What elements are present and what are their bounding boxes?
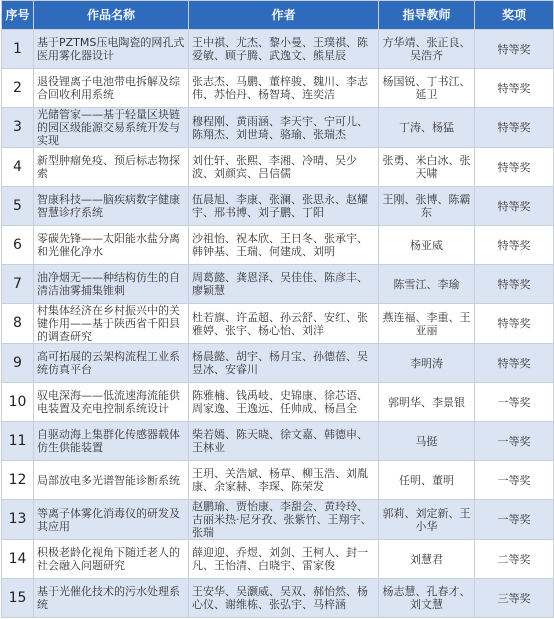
advisors-cell: 张勇、米白冰、张天啸: [379, 148, 475, 187]
row-index: 14: [2, 540, 34, 579]
table-row: [2, 422, 554, 461]
advisors-cell: 杨志慧、孔春才、刘文慧: [379, 579, 475, 618]
table-row: [2, 69, 554, 108]
table-row: [2, 461, 554, 500]
row-index: 3: [2, 108, 34, 148]
work-title: 村集体经济在乡村振兴中的关键作用——基于陕西省千阳县的调查研究: [34, 304, 189, 344]
work-title: 油净烟无——种结构仿生的自清洁油雾捕集锥刺: [34, 265, 189, 304]
header-authors: 作者: [189, 1, 379, 30]
award-cell: 特等奖: [475, 108, 554, 148]
row-index: 15: [2, 579, 34, 618]
table-row: [2, 540, 554, 579]
work-title: 高可拓展的云架构流程工业系统仿真平台: [34, 344, 189, 383]
advisors-cell: 刘慧君: [379, 540, 475, 579]
header-idx: 序号: [2, 1, 34, 30]
table-row: [2, 579, 554, 618]
authors-cell: 沙祖怡、祝本欣、王日冬、张承宇、韩钟基、王瑞、何建成、刘明: [189, 226, 379, 265]
advisors-cell: 燕连福、李重、王亚丽: [379, 304, 475, 344]
advisors-cell: 陈雪江、李瑜: [379, 265, 475, 304]
row-index: 1: [2, 30, 34, 69]
advisors-cell: 方华靖、张正良、吴浩齐: [379, 30, 475, 69]
table-row: [2, 500, 554, 540]
award-cell: 三等奖: [475, 579, 554, 618]
award-cell: 特等奖: [475, 344, 554, 383]
authors-cell: 穆程刚、黄雨涵、李天宇、宁可儿、陈翔杰、刘世琦、骆瑜、张瑞杰: [189, 108, 379, 148]
work-title: 光储管家——基于轻量区块链的园区级能源交易系统开发与实现: [34, 108, 189, 148]
table-body: [2, 30, 554, 618]
table-row: [2, 187, 554, 226]
award-cell: 特等奖: [475, 265, 554, 304]
table-row: [2, 226, 554, 265]
header-award: 奖项: [475, 1, 554, 30]
table-row: [2, 148, 554, 187]
authors-cell: 柴若嫣、陈天晓、徐文嘉、韩德申、王林业: [189, 422, 379, 461]
award-cell: 特等奖: [475, 304, 554, 344]
advisors-cell: 王刚、张博、陈霸东: [379, 187, 475, 226]
table-row: [2, 383, 554, 422]
table-row: [2, 108, 554, 148]
advisors-cell: 任明、董明: [379, 461, 475, 500]
authors-cell: 杜若旗、许孟超、孙云舒、安红、张雅婷、张宇、杨心怡、刘洋: [189, 304, 379, 344]
work-title: 基于PZTMS压电陶瓷的网孔式医用雾化器设计: [34, 30, 189, 69]
row-index: 8: [2, 304, 34, 344]
authors-cell: 陈雅楠、钱禹岐、史锦康、徐芯语、周家逸、王逸远、任帅成、杨昌全: [189, 383, 379, 422]
award-cell: 特等奖: [475, 148, 554, 187]
authors-cell: 杨晨懿、胡宇、杨月宝、孙德蓓、吴昱冰、安睿川: [189, 344, 379, 383]
header-title: 作品名称: [34, 1, 189, 30]
authors-cell: 刘仕轩、张熙、李湘、冷晴、吴少波、刘颜宾、吕信儒: [189, 148, 379, 187]
award-cell: 一等奖: [475, 422, 554, 461]
award-cell: 一等奖: [475, 461, 554, 500]
row-index: 4: [2, 148, 34, 187]
award-cell: 二等奖: [475, 540, 554, 579]
table-row: [2, 304, 554, 344]
awards-table: [1, 0, 554, 618]
advisors-cell: 李明涛: [379, 344, 475, 383]
work-title: 退役锂离子电池带电拆解及综合回收利用系统: [34, 69, 189, 108]
row-index: 12: [2, 461, 34, 500]
work-title: 驭电深海——低流速海流能供电装置及充电控制系统设计: [34, 383, 189, 422]
award-cell: 一等奖: [475, 383, 554, 422]
advisors-cell: 郭明华、李景银: [379, 383, 475, 422]
authors-cell: 张志杰、马鹏、董梓骏、魏川、李志伟、苏怡丹、杨智琦、连奕洁: [189, 69, 379, 108]
authors-cell: 周葛懿、龚恩泽、吴佳佳、陈彦丰、廖颖慧: [189, 265, 379, 304]
work-title: 新型肿瘤免疫、预后标志物探索: [34, 148, 189, 187]
work-title: 零碳先锋——太阳能水盐分离和光催化净水: [34, 226, 189, 265]
row-index: 10: [2, 383, 34, 422]
authors-cell: 王玥、关浩斌、杨草、柳玉浩、刘胤康、余家赫、李琛、陈荣发: [189, 461, 379, 500]
table-row: [2, 30, 554, 69]
table-row: [2, 265, 554, 304]
advisors-cell: 杨国锐、丁书江、延卫: [379, 69, 475, 108]
authors-cell: 王安华、吴灏威、吴双、郝怡然、杨心仪、谢维栋、张弘宇、马梓涵: [189, 579, 379, 618]
award-cell: 特等奖: [475, 226, 554, 265]
authors-cell: 薛迎迎、乔煜、刘剑、王柯人、封一凡、王怡清、白晓宇、雷家俊: [189, 540, 379, 579]
advisors-cell: 马挺: [379, 422, 475, 461]
row-index: 6: [2, 226, 34, 265]
work-title: 智康科技——脑疾病数字健康智慧诊疗系统: [34, 187, 189, 226]
authors-cell: 赵鹏瑜、贾怡康、李甜会、黄玲玲、古丽米热·尼牙孜、张紫竹、王翔宇、张瑞: [189, 500, 379, 540]
work-title: 等离子体雾化消毒仪的研发及其应用: [34, 500, 189, 540]
award-cell: 一等奖: [475, 500, 554, 540]
row-index: 2: [2, 69, 34, 108]
work-title: 积极老龄化视角下随迁老人的社会融入问题研究: [34, 540, 189, 579]
work-title: 自驱动海上集群化传感器载体仿生供能装置: [34, 422, 189, 461]
award-cell: 特等奖: [475, 187, 554, 226]
advisors-cell: 丁涛、杨猛: [379, 108, 475, 148]
row-index: 5: [2, 187, 34, 226]
award-cell: 特等奖: [475, 69, 554, 108]
work-title: 基于光催化技术的污水处理系统: [34, 579, 189, 618]
table-header-row: [2, 1, 554, 30]
header-advisors: 指导教师: [379, 1, 475, 30]
row-index: 11: [2, 422, 34, 461]
authors-cell: 王中祺、尤杰、黎小曼、王璞祺、陈爱敏、顾子腾、武逸文、熊星辰: [189, 30, 379, 69]
award-cell: 特等奖: [475, 30, 554, 69]
row-index: 7: [2, 265, 34, 304]
authors-cell: 伍晨旭、李康、张澜、张思永、赵耀宇、邢书博、刘子鹏、丁阳: [189, 187, 379, 226]
table-row: [2, 344, 554, 383]
advisors-cell: 杨亚威: [379, 226, 475, 265]
advisors-cell: 郭莉、刘定新、王小华: [379, 500, 475, 540]
row-index: 13: [2, 500, 34, 540]
row-index: 9: [2, 344, 34, 383]
work-title: 局部放电多光谱智能诊断系统: [34, 461, 189, 500]
